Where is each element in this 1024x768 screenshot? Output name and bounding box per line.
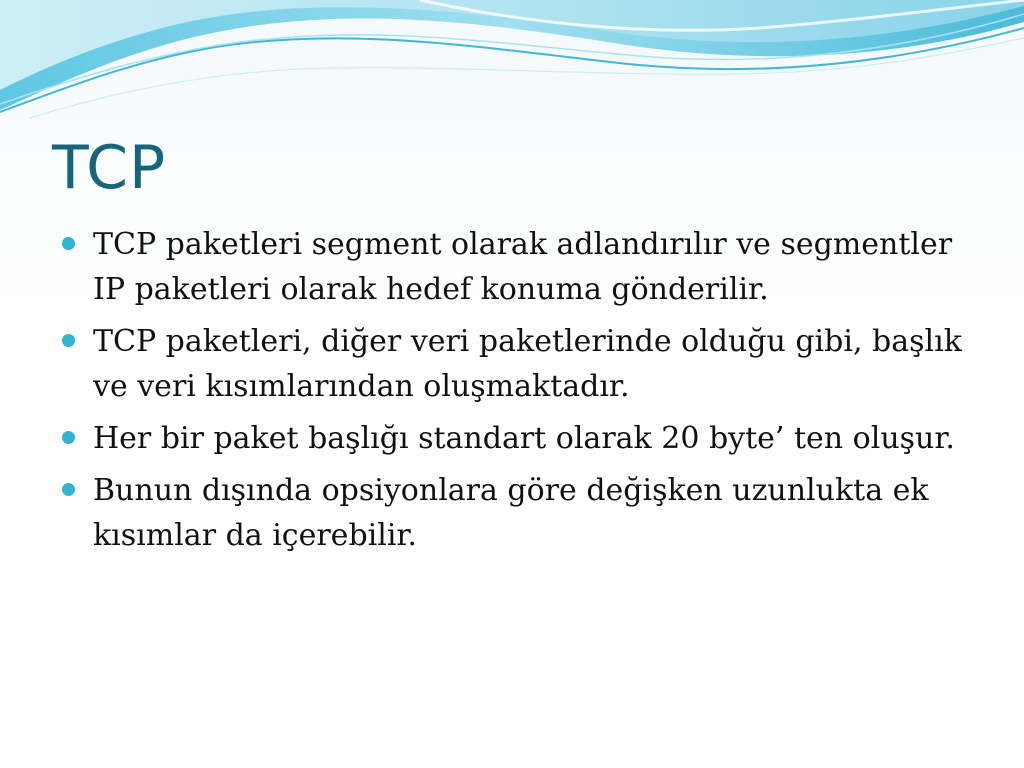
bullet-item [62,416,962,461]
bullet-text: Her bir paket başlığı standart olarak 20 byte’ ten oluşur. [93,421,955,456]
bullet-item [62,319,962,409]
bullet-dot-icon [62,334,75,347]
bullet-text: TCP paketleri segment olarak adlandırılır ve segmentler IP paketleri olarak hedef konuma gönderilir. [93,227,953,307]
bullet-text: TCP paketleri, diğer veri paketlerinde olduğu gibi, başlık ve veri kısımlarından oluşmaktadır. [93,324,962,404]
decorative-wave-header [0,0,1024,130]
bullet-text: Bunun dışında opsiyonlara göre değişken uzunlukta ek kısımlar da içerebilir. [93,473,929,553]
bullet-dot-icon [62,431,75,444]
bullet-dot-icon [62,483,75,496]
bullet-list [62,222,962,565]
bullet-item [62,222,962,312]
bullet-item [62,468,962,558]
bullet-dot-icon [62,237,75,250]
slide-title: TCP [52,133,167,203]
